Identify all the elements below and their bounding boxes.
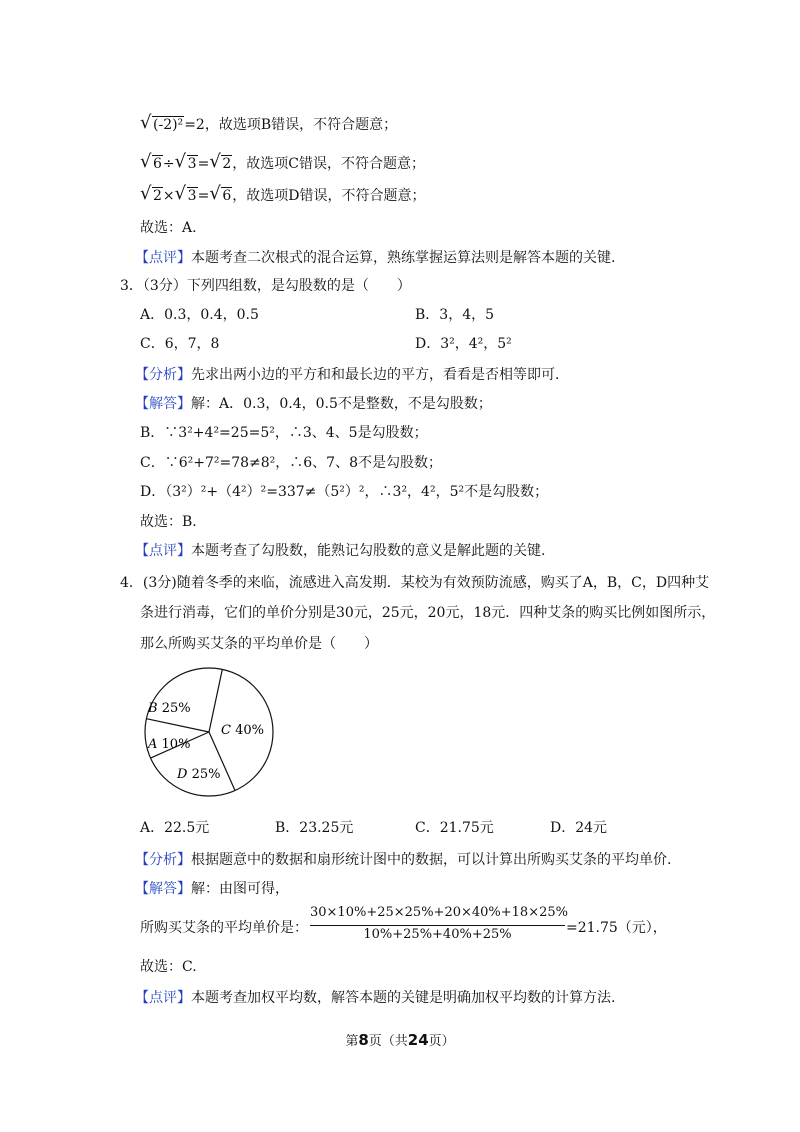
q4-solution [135,879,289,899]
div-sign: ÷ [162,156,175,172]
footer-text: 页（共 [368,1034,408,1049]
question-3: 3．（3分）下列四组数，是勾股数的是（ ） [120,278,411,294]
analysis-text: 根据题意中的数据和扇形统计图中的数据，可以计算出所购买艾条的平均单价. [191,852,672,868]
q4-analysis [135,850,671,870]
q3-solution-d: D．（3²）²+（4²）²=337≠（5²）²，∴3²，4²，5²不是勾股数； [140,484,549,500]
q4-calc-prefix: 所购买艾条的平均单价是： [140,920,308,936]
review-tag: 【点评】 [135,250,191,266]
q3-solution-c: C．∵6²+7²=78≠8²，∴6、7、8不是勾股数； [140,455,442,471]
mul-sign: × [162,188,175,204]
review-text: 本题考查二次根式的混合运算，熟练掌握运算法则是解答本题的关键. [191,250,616,266]
review-text: 本题考查了勾股数，能熟记勾股数的意义是解此题的关键. [191,543,546,559]
eq-sign: = [197,188,210,204]
solution-tag: 【解答】 [135,396,191,412]
q4-option-c: C．21.75元 [415,820,494,836]
fraction-bar [310,925,565,926]
analysis-text: 先求出两小边的平方和和最长边的平方，看看是否相等即可. [191,367,560,383]
page-number: 8 [358,1031,369,1049]
q3-option-b: B．3，4，5 [415,307,495,323]
sqrt-expression: √ 2 [140,183,162,204]
line-text: ，故选项D错误，不符合题意； [232,188,426,204]
fraction-denominator: 10%+25%+40%+25% [363,927,512,942]
solution-text: 解：由图可得， [191,881,289,897]
answer-q4: 故选：C. [140,959,197,975]
q3-option-d: D．3²，4²，5² [415,336,512,352]
sqrt-expression: √ 2 [209,151,232,172]
sqrt-expression: √ 3 [174,151,197,172]
fraction [310,905,570,945]
line-sqrt-d [140,183,426,206]
page-footer [0,1030,800,1049]
total-pages: 24 [407,1031,429,1049]
solution-tag: 【解答】 [135,881,191,897]
answer-q2: 故选：A. [140,220,197,236]
line-sqrt-b [140,112,398,135]
review-text: 本题考查加权平均数，解答本题的关键是明确加权平均数的计算方法. [191,990,616,1006]
q3-analysis [135,365,559,385]
pie-label-d: D 25% [177,767,221,782]
pie-label-c: C 40% [221,723,264,738]
question-4-line-1: 4．(3分)随着冬季的来临，流感进入高发期．某校为有效预防流感，购买了A，B，C，D四种艾 [120,575,710,591]
pie-label-b: B 25% [148,701,191,716]
q4-option-a: A．22.5元 [140,820,210,836]
review-tag: 【点评】 [135,990,191,1006]
sqrt-expression: √ 6 [140,151,162,172]
review-q4 [135,988,615,1008]
line-sqrt-c [140,151,425,174]
pie-chart [135,660,295,805]
analysis-tag: 【分析】 [135,852,191,868]
review-q3 [135,541,545,561]
sqrt-expression: √ 6 [209,183,232,204]
q4-calc-result: =21.75（元）， [566,920,667,936]
sqrt-expression: √ (-2)² [140,112,184,133]
question-4-line-2: 条进行消毒，它们的单价分别是30元，25元，20元，18元．四种艾条的购买比例如图所示， [140,605,716,621]
q3-option-a: A．0.3，0.4，0.5 [140,307,259,323]
solution-text: 解：A．0.3，0.4，0.5不是整数，不是勾股数； [191,396,492,412]
q4-option-b: B．23.25元 [275,820,354,836]
pie-label-a: A 10% [148,737,191,752]
analysis-tag: 【分析】 [135,367,191,383]
eq-sign: = [197,156,210,172]
fraction-numerator: 30×10%+25×25%+20×40%+18×25% [310,905,568,920]
question-4-line-3: 那么所购买艾条的平均单价是（ ） [140,636,378,652]
review-tag: 【点评】 [135,543,191,559]
review-q2 [135,248,615,268]
q3-solution [135,394,492,414]
footer-text: 页） [428,1034,455,1049]
q3-solution-b: B．∵3²+4²=25=5²，∴3、4、5是勾股数； [140,425,428,441]
answer-q3: 故选：B. [140,514,197,530]
line-text: ，故选项C错误，不符合题意； [232,156,425,172]
sqrt-expression: √ 3 [174,183,197,204]
line-text: =2，故选项B错误，不符合题意； [184,117,398,133]
q4-option-d: D．24元 [550,820,608,836]
footer-text: 第 [345,1034,359,1049]
q3-option-c: C．6，7，8 [140,336,220,352]
